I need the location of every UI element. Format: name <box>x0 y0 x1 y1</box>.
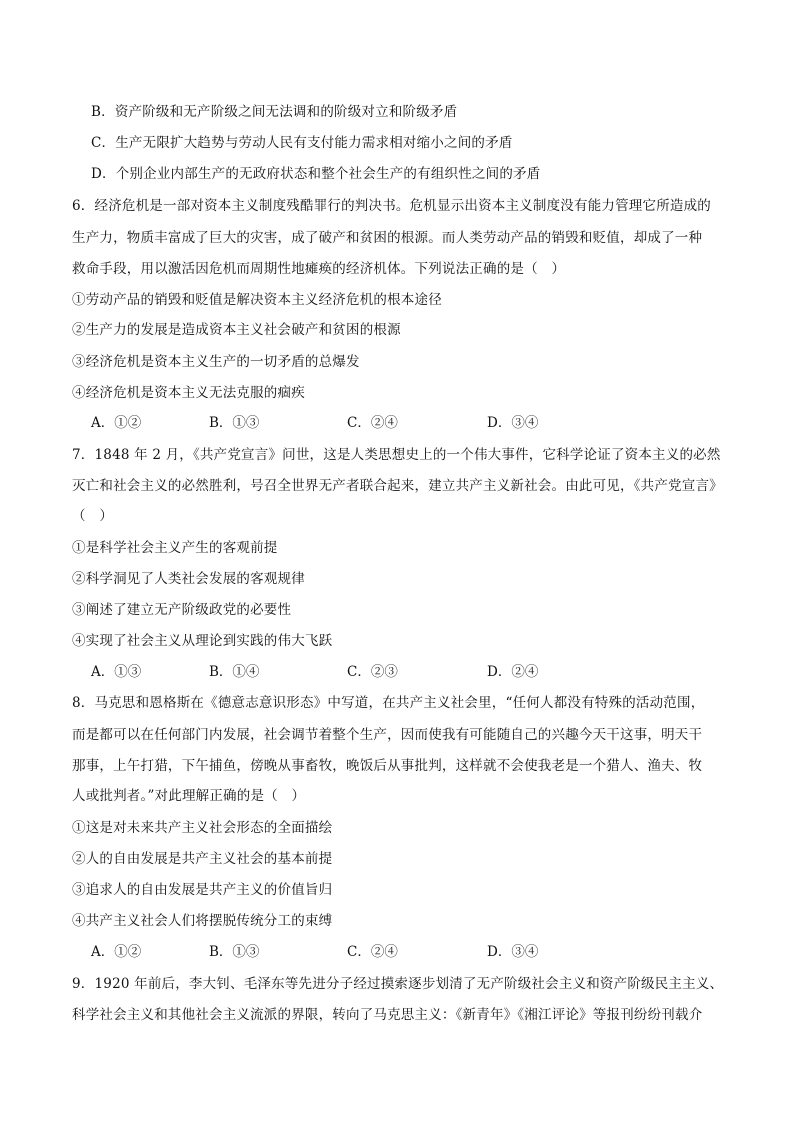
q7-stem-line: （ ） <box>72 508 114 524</box>
q6-stem-line: 救命手段，用以激活因危机而周期性地瘫痪的经济机体。下列说法正确的是（ ） <box>72 261 566 277</box>
q5-option-c: C．生产无限扩大趋势与劳动人民有支付能力需求相对缩小之间的矛盾 <box>91 135 513 151</box>
q7-choice-b: B．①④ <box>209 664 260 680</box>
q6-choices <box>91 413 711 433</box>
q8-statement-4: ④共产主义社会人们将摆脱传统分工的束缚 <box>72 913 333 929</box>
q6-choice-c: C．②④ <box>347 415 398 431</box>
q8-stem-line: 人或批判者。”对此理解正确的是（ ） <box>72 788 306 804</box>
q8-statement-3: ③追求人的自由发展是共产主义的价值旨归 <box>72 882 333 898</box>
q8-statement-2: ②人的自由发展是共产主义社会的基本前提 <box>72 851 333 867</box>
q8-choices <box>91 942 711 962</box>
q9-stem-line: 科学社会主义和其他社会主义流派的界限，转向了马克思主义：《新青年》《湘江评论》等报刊纷纷刊载介 <box>72 1007 703 1023</box>
q7-choices <box>91 662 711 682</box>
q7-choice-d: D．②④ <box>487 664 539 680</box>
q6-statement-4: ④经济危机是资本主义无法克服的痼疾 <box>72 385 305 401</box>
q6-statement-2: ②生产力的发展是造成资本主义社会破产和贫困的根源 <box>72 322 401 338</box>
q6-stem-line: 生产力，物质丰富成了巨大的灾害，成了破产和贫困的根源。而人类劳动产品的销毁和贬值，却成了一种 <box>72 230 703 246</box>
q7-statement-1: ①是科学社会主义产生的客观前提 <box>72 540 278 556</box>
q8-choice-c: C．②④ <box>347 944 398 960</box>
q7-choice-a: A．①③ <box>91 664 142 680</box>
q8-stem-line: 而是都可以在任何部门内发展，社会调节着整个生产，因而使我有可能随自己的兴趣今天干这事，明天干 <box>72 727 703 743</box>
q7-stem-line: 灭亡和社会主义的必然胜利，号召全世界无产者联合起来，建立共产主义新社会。由此可见，《共产党宣言》 <box>72 478 723 494</box>
q5-option-d: D．个别企业内部生产的无政府状态和整个社会生产的有组织性之间的矛盾 <box>91 166 541 182</box>
q6-statement-1: ①劳动产品的销毁和贬值是解决资本主义经济危机的根本途径 <box>72 292 442 308</box>
q8-stem-line: 8．马克思和恩格斯在《德意志意识形态》中写道，在共产主义社会里，“任何人都没有特殊的活动范围， <box>72 695 705 711</box>
q8-choice-b: B．①③ <box>209 944 260 960</box>
q6-stem-line: 6．经济危机是一部对资本主义制度残酷罪行的判决书。危机显示出资本主义制度没有能力管理它所造成的 <box>72 198 711 214</box>
q5-option-b: B．资产阶级和无产阶级之间无法调和的阶级对立和阶级矛盾 <box>91 104 458 120</box>
q7-stem-line: 7．1848 年 2 月，《共产党宣言》问世，这是人类思想史上的一个伟大事件，它科学论证了资本主义的必然 <box>72 447 721 463</box>
q7-choice-c: C．②③ <box>347 664 398 680</box>
q8-choice-d: D．③④ <box>487 944 539 960</box>
q6-choice-d: D．③④ <box>487 415 539 431</box>
q8-choice-a: A．①② <box>91 944 142 960</box>
q8-stem-line: 那事，上午打猎，下午捕鱼，傍晚从事畜牧，晚饭后从事批判，这样就不会使我老是一个猎人、渔夫、牧 <box>72 758 703 774</box>
q7-statement-3: ③阐述了建立无产阶级政党的必要性 <box>72 602 292 618</box>
q9-stem-line: 9．1920 年前后，李大钊、毛泽东等先进分子经过摸索逐步划清了无产阶级社会主义和资产阶级民主主义、 <box>72 976 724 992</box>
q7-statement-2: ②科学洞见了人类社会发展的客观规律 <box>72 571 305 587</box>
q8-statement-1: ①这是对未来共产主义社会形态的全面描绘 <box>72 820 333 836</box>
q6-choice-b: B．①③ <box>209 415 260 431</box>
q6-choice-a: A．①② <box>91 415 142 431</box>
q6-statement-3: ③经济危机是资本主义生产的一切矛盾的总爆发 <box>72 354 360 370</box>
q7-statement-4: ④实现了社会主义从理论到实践的伟大飞跃 <box>72 633 333 649</box>
